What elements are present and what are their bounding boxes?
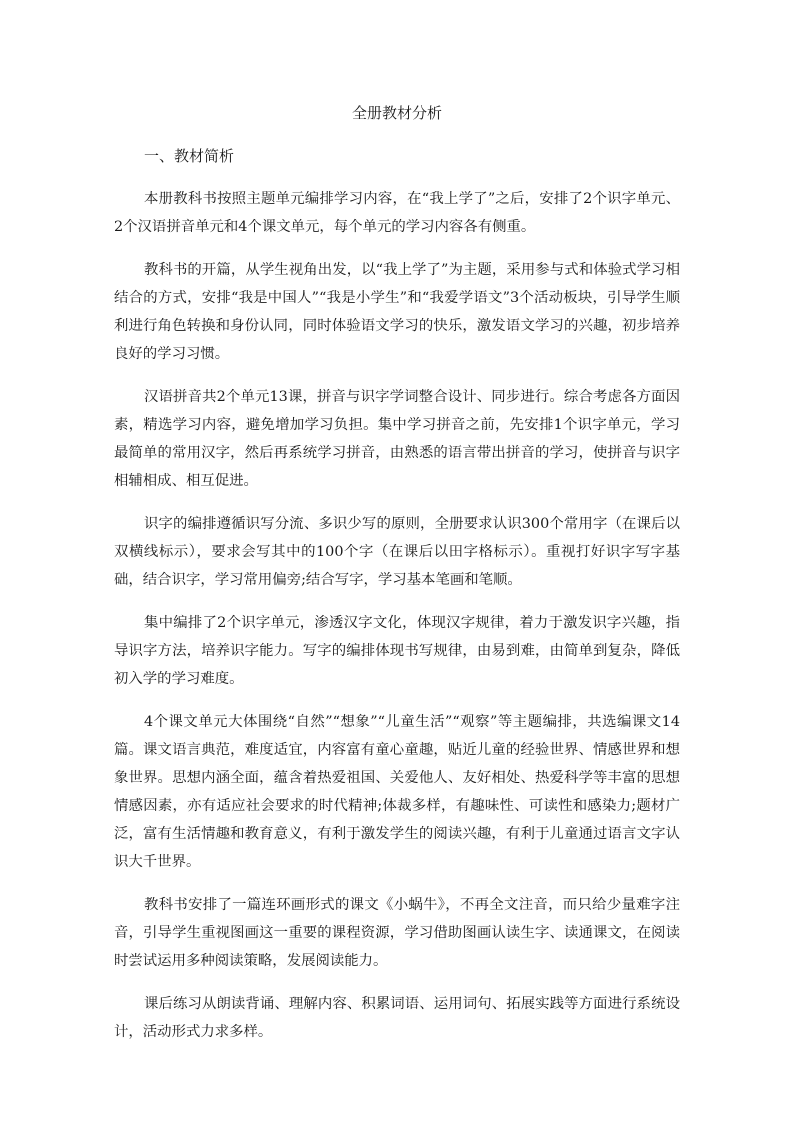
paragraph-8: 课后练习从朗读背诵、理解内容、积累词语、运用词句、拓展实践等方面进行系统设计，活动形式力求多样。 <box>114 996 680 1040</box>
section-heading: 一、教材简析 <box>144 147 235 165</box>
paragraph-5: 集中编排了2个识字单元，渗透汉字文化，体现汉字规律，着力于激发识字兴趣，指导识字方法，培养识字能力。写字的编排体现书写规律，由易到难，由简单到复杂，降低初入学的学习难度。 <box>114 615 680 687</box>
paragraph-3: 汉语拼音共2个单元13课，拼音与识字学词整合设计、同步进行。综合考虑各方面因素，精选学习内容，避免增加学习负担。集中学习拼音之前，先安排1个识字单元，学习最简单的常用汉字，然后再系统学习拼音，由熟悉的语言带出拼音的学习，使拼音与识字相辅相成、相互促进。 <box>114 389 680 489</box>
paragraph-1: 本册教科书按照主题单元编排学习内容，在“我上学了”之后，安排了2个识字单元、2个汉语拼音单元和4个课文单元，每个单元的学习内容各有侧重。 <box>114 191 680 235</box>
document-title: 全册教材分析 <box>351 104 442 122</box>
paragraph-2: 教科书的开篇，从学生视角出发，以“我上学了”为主题，采用参与式和体验式学习相结合的方式，安排“我是中国人”“我是小学生”和“我爱学语文”3个活动板块，引导学生顺利进行角色转换和身份认同，同时体验语文学习的快乐，激发语文学习的兴趣，初步培养良好的学习习惯。 <box>114 262 680 362</box>
paragraph-7: 教科书安排了一篇连环画形式的课文《小蜗牛》，不再全文注音，而只给少量难字注音，引导学生重视图画这一重要的课程资源，学习借助图画认读生字、读通课文，在阅读时尝试运用多种阅读策略，发展阅读能力。 <box>114 897 680 969</box>
paragraph-4: 识字的编排遵循识写分流、多识少写的原则，全册要求认识300个常用字（在课后以双横线标示），要求会写其中的100个字（在课后以田字格标示）。重视打好识字写字基础，结合识字，学习常用偏旁;结合写字，学习基本笔画和笔顺。 <box>114 516 680 588</box>
paragraph-6: 4个课文单元大体围绕“自然”“想象”“儿童生活”“观察”等主题编排，共选编课文14篇。课文语言典范，难度适宜，内容富有童心童趣，贴近儿童的经验世界、情感世界和想象世界。思想内涵全面，蕴含着热爱祖国、关爱他人、友好相处、热爱科学等丰富的思想情感因素，亦有适应社会要求的时代精神;体裁多样，有趣味性、可读性和感染力;题材广泛，富有生活情趣和教育意义，有利于激发学生的阅读兴趣，有利于儿童通过语言文字认识大千世界。 <box>114 714 680 870</box>
